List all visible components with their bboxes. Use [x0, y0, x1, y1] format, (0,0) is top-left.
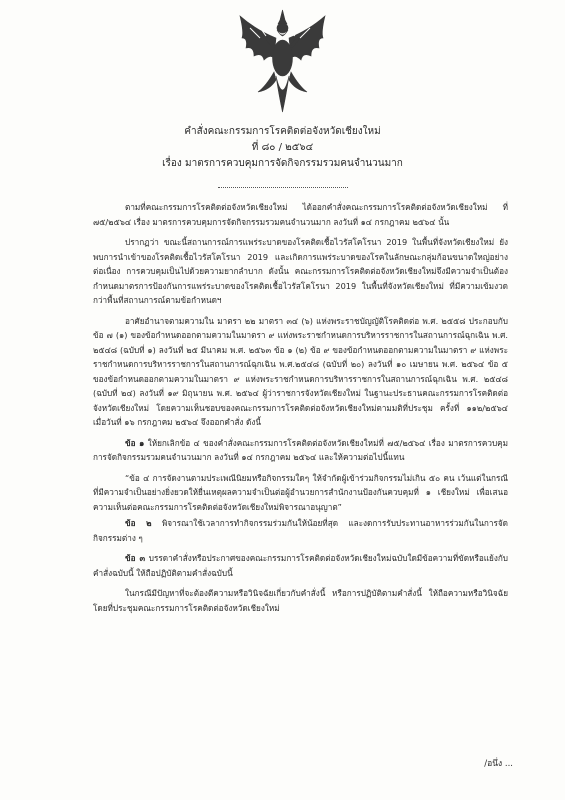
garuda-emblem-icon	[236, 8, 329, 120]
order-header	[0, 124, 565, 172]
header-divider	[218, 187, 348, 188]
order-title: คำสั่งคณะกรรมการโรคติดต่อจังหวัดเชียงใหม่	[184, 126, 381, 137]
clause-2-label: ข้อ ๒	[125, 518, 152, 528]
order-number: ที่ ๘๐ / ๒๕๖๔	[251, 142, 314, 153]
clause-3-text: บรรดาคำสั่งหรือประกาศของคณะกรรมการโรคติดต่อจังหวัดเชียงใหม่ฉบับใดมีข้อความที่ขัดหรือแย้งกับคำสั่งฉบับนี้ ให้ถือปฏิบัติตามคำสั่งฉบับนี้	[93, 553, 508, 578]
paragraph-authority: อาศัยอำนาจตามความใน มาตรา ๒๒ มาตรา ๓๔ (๖) แห่งพระราชบัญญัติโรคติดต่อ พ.ศ. ๒๕๕๘ ประกอบกับข้อ ๗ (๑) ของข้อกำหนดออกตามความในมาตรา ๙ แห่งพระราชกำหนดการบริหารราชการในสถานการณ์ฉุกเฉิน พ.ศ. ๒๕๔๘ (ฉบับที่ ๑) ลงวันที่ ๒๕ มีนาคม พ.ศ. ๒๕๖๓ ข้อ ๑ (๒) ข้อ ๙ ของข้อกำหนดออกตามความในมาตรา ๙ แห่งพระราชกำหนดการบริหารราชการในสถานการณ์ฉุกเฉิน พ.ศ.๒๕๔๘ (ฉบับที่ ๒๐) ลงวันที่ ๑๐ เมษายน พ.ศ. ๒๕๖๔ ข้อ ๕ ของข้อกำหนดออกตามความในมาตรา ๙ แห่งพระราชกำหนดการบริหารราชการในสถานการณ์ฉุกเฉิน พ.ศ. ๒๕๔๘ (ฉบับที่ ๒๔) ลงวันที่ ๑๙ มิถุนายน พ.ศ. ๒๕๖๔ ผู้ว่าราชการจังหวัดเชียงใหม่ ในฐานะประธานคณะกรรมการโรคติดต่อจังหวัดเชียงใหม่ โดยความเห็นชอบของคณะกรรมการโรคติดต่อจังหวัดเชียงใหม่ตามมติที่ประชุม ครั้งที่ ๑๑๒/๒๕๖๔ เมื่อวันที่ ๑๖ กรกฎาคม ๒๕๖๔ จึงออกคำสั่ง ดังนี้	[93, 315, 508, 427]
clause-1-text: ให้ยกเลิกข้อ ๔ ของคำสั่งคณะกรรมการโรคติดต่อจังหวัดเชียงใหม่ที่ ๗๕/๒๕๖๔ เรื่อง มาตรการควบคุมการจัดกิจกรรมรวมคนจำนวนมาก ลงวันที่ ๑๔ กรกฎาคม ๒๕๖๔ และให้ความต่อไปนี้แทน	[93, 437, 508, 462]
paragraph-situation: ปรากฏว่า ขณะนี้สถานการณ์การแพร่ระบาดของโรคติดเชื้อไวรัสโคโรนา 2019 ในพื้นที่จังหวัดเชียงใหม่ ยังพบการนำเข้าของโรคติดเชื้อไวรัสโคโรนา 2019 และเกิดการแพร่ระบาดของโรคในลักษณะกลุ่มก้อนขนาดใหญ่อย่างต่อเนื่อง การควบคุมเป็นไปด้วยความยากลำบาก ดังนั้น คณะกรรมการโรคติดต่อจังหวัดเชียงใหม่จึงมีความจำเป็นต้องกำหนดมาตรการป้องกันการแพร่ระบาดของโรคติดเชื้อไวรัสโคโรนา 2019 ในพื้นที่จังหวัดเชียงใหม่ ที่มีความเข้มงวดกว่าพื้นที่สถานการณ์ตามข้อกำหนดฯ	[93, 237, 508, 305]
clause-1	[93, 436, 508, 465]
clause-2-text: พิจารณาใช้เวลาการทำกิจกรรมร่วมกันให้น้อยที่สุด และงดการรับประทานอาหารร่วมกันในการจัดกิจกรรมต่าง ๆ	[93, 518, 508, 543]
clause-1-quote: “ข้อ ๔ การจัดงานตามประเพณีนิยมหรือกิจกรรมใดๆ ให้จำกัดผู้เข้าร่วมกิจกรรมไม่เกิน ๕๐ คน เว้นแต่ในกรณีที่มีความจำเป็นอย่างยิ่งยวดให้ยื่นเหตุผลความจำเป็นต่อผู้อำนวยการสำนักงานป้องกันควบคุมที่ ๑ เชียงใหม่ เพื่อเสนอความเห็นต่อคณะกรรมการโรคติดต่อจังหวัดเชียงใหม่พิจารณาอนุญาต”	[93, 472, 508, 512]
clause-3-label: ข้อ ๓	[125, 553, 146, 563]
clause-3	[93, 551, 508, 580]
continued-marker: /อนึ่ง ...	[484, 759, 513, 769]
paragraph-reference: ตามที่คณะกรรมการโรคติดต่อจังหวัดเชียงใหม่ ได้ออกคำสั่งคณะกรรมการโรคติดต่อจังหวัดเชียงใหม่ ที่ ๗๕/๒๕๖๔ เรื่อง มาตรการควบคุมการจัดกิจกรรมรวมคนจำนวนมาก ลงวันที่ ๑๔ กรกฎาคม ๒๕๖๔ นั้น	[93, 202, 508, 227]
order-subject: เรื่อง มาตรการควบคุมการจัดกิจกรรมรวมคนจำนวนมาก	[162, 158, 403, 169]
clause-2	[93, 516, 508, 545]
order-body	[93, 200, 508, 621]
paragraph-interpretation: ในกรณีมีปัญหาที่จะต้องตีความหรือวินิจฉัยเกี่ยวกับคำสั่งนี้ หรือการปฏิบัติตามคำสั่งนี้ ให้ถือความหรือวินิจฉัยโดยที่ประชุมคณะกรรมการโรคติดต่อจังหวัดเชียงใหม่	[93, 588, 508, 613]
clause-1-label: ข้อ ๑	[125, 437, 145, 448]
